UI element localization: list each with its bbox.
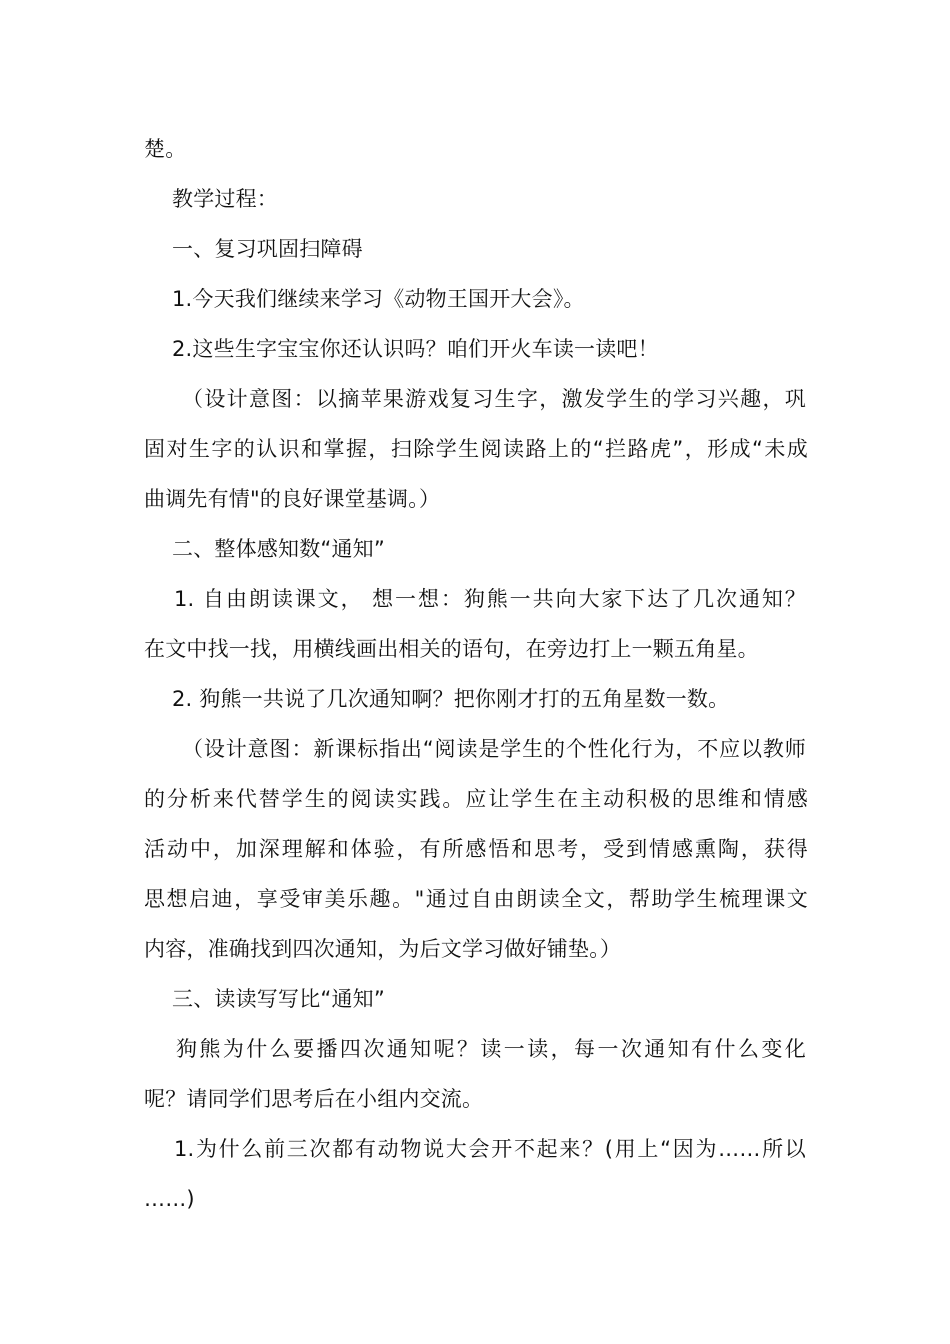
section-heading: 三、读读写写比“通知”	[172, 987, 385, 1011]
text-line: （设计意图：以摘苹果游戏复习生字，激发学生的学习兴趣，巩	[182, 387, 806, 411]
text-line: 2.这些生字宝宝你还认识吗？咱们开火车读一读吧！	[172, 337, 659, 361]
section-heading: 教学过程：	[172, 187, 278, 211]
text-line: 活动中，加深理解和体验，有所感悟和思考，受到情感熏陶，获得	[144, 837, 808, 861]
section-heading: 二、整体感知数“通知”	[172, 537, 385, 561]
text-line: 1.为什么前三次都有动物说大会开不起来？(用上“因为……所以	[174, 1137, 806, 1161]
text-line: 内容，准确找到四次通知，为后文学习做好铺垫。）	[144, 937, 622, 961]
text-line: 狗熊为什么要播四次通知呢？读一读，每一次通知有什么变化	[176, 1037, 806, 1061]
text-line: ……)	[144, 1187, 195, 1211]
text-line: 2. 狗熊一共说了几次通知啊？把你刚才打的五角星数一数。	[172, 687, 730, 711]
text-line: 楚。	[144, 137, 187, 161]
text-line: 的分析来代替学生的阅读实践。应让学生在主动积极的思维和情感	[144, 787, 808, 811]
text-line: 在文中找一找，用横线画出相关的语句，在旁边打上一颗五角星。	[144, 637, 759, 661]
text-line: 1. 自由朗读课文， 想一想：狗熊一共向大家下达了几次通知？	[174, 587, 806, 611]
section-heading: 一、复习巩固扫障碍	[172, 237, 363, 261]
text-line: （设计意图：新课标指出“阅读是学生的个性化行为，不应以教师	[182, 737, 806, 761]
text-line: 曲调先有情"的良好课堂基调。）	[144, 487, 441, 511]
text-line: 思想启迪，享受审美乐趣。"通过自由朗读全文，帮助学生梳理课文	[144, 887, 808, 911]
text-line: 固对生字的认识和掌握，扫除学生阅读路上的“拦路虎”，形成“未成	[144, 437, 808, 461]
text-line: 呢？请同学们思考后在小组内交流。	[144, 1087, 484, 1111]
text-line: 1.今天我们继续来学习《动物王国开大会》。	[172, 287, 585, 311]
